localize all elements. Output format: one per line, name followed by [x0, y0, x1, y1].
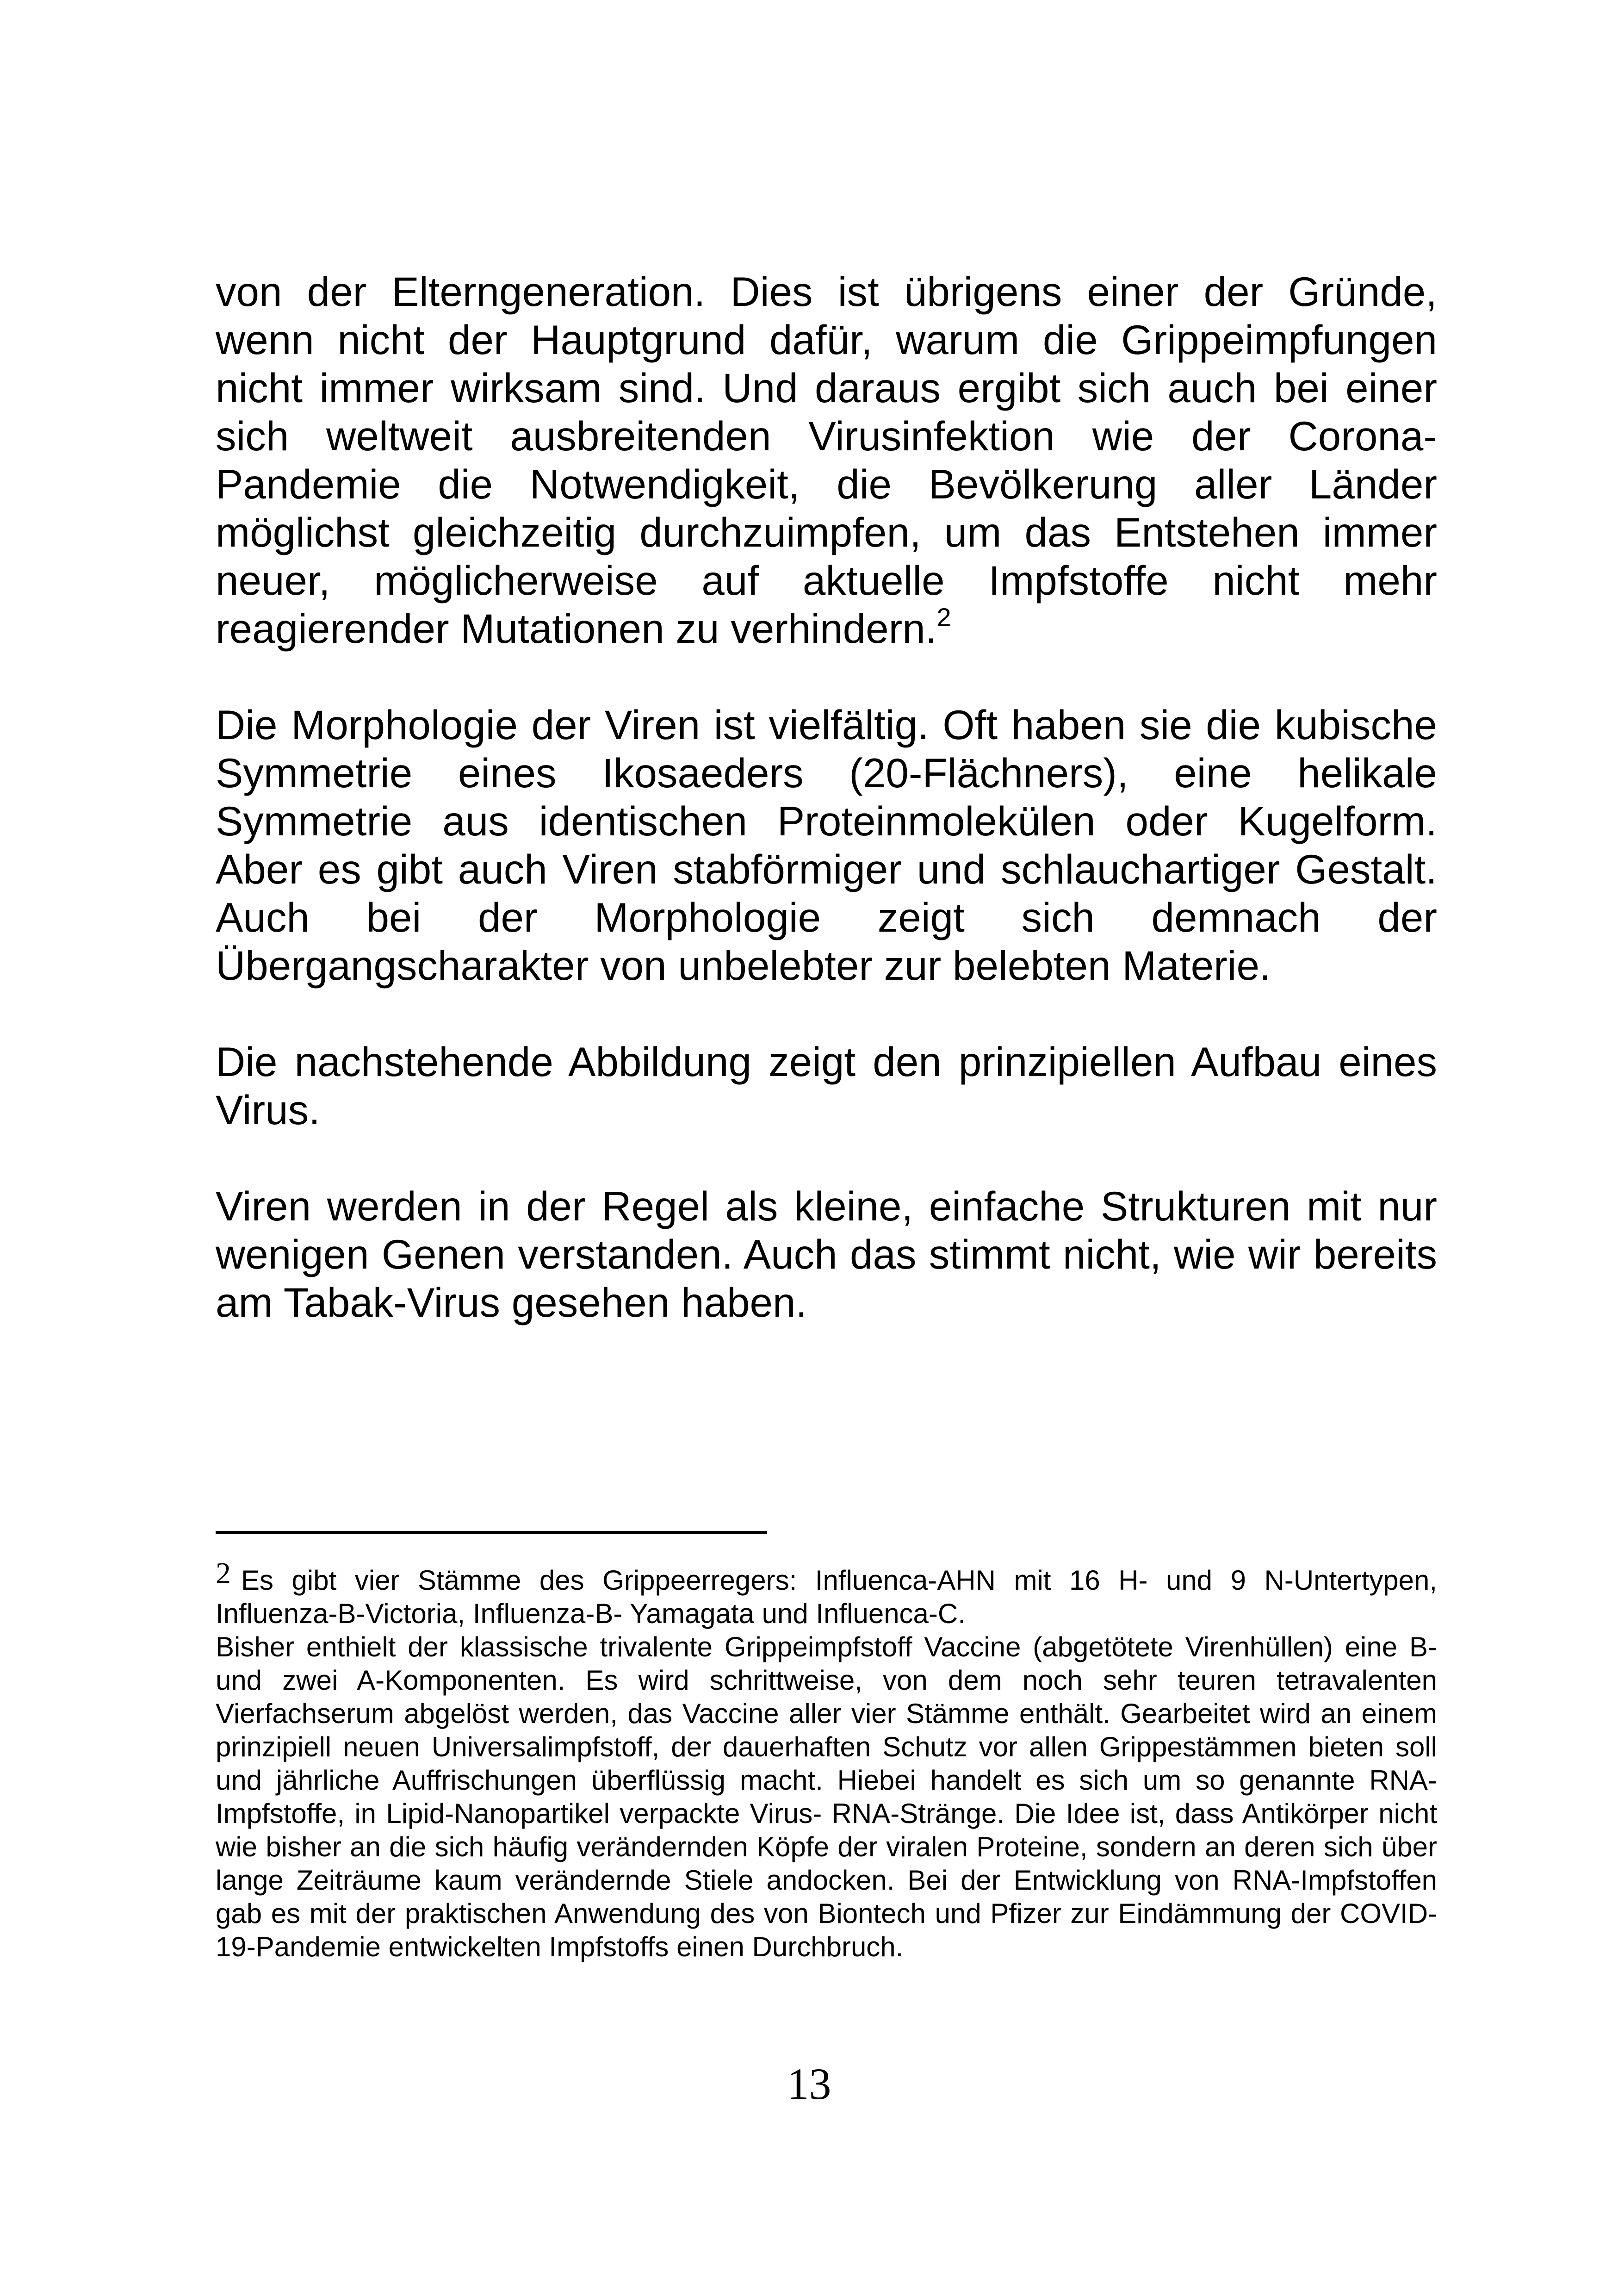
- footnote-text-1: Es gibt vier Stämme des Grippeerregers: Influenca-AHN mit 16 H- und 9 N-Untertypen, Influenza-B-Victoria, Influenza-B- Yamagata und Influenca-C.: [216, 1565, 1437, 1629]
- footnote-line-1: [216, 1556, 1437, 1630]
- footnote-separator: [216, 1531, 767, 1534]
- body-text: [216, 268, 1437, 1326]
- paragraph-1-text: von der Elterngeneration. Dies ist übrigens einer der Gründe, wenn nicht der Hauptgrund dafür, warum die Grippeimpfungen nicht immer wirksam sind. Und daraus ergibt sich auch bei einer sich weltweit ausbreitenden Virusinfektion wie der Corona-Pandemie die Notwendigkeit, die Bevölkerung aller Länder möglichst gleichzeitig durchzuimpfen, um das Entstehen immer neuer, möglicherweise auf aktuelle Impfstoffe nicht mehr reagierender Mutationen zu verhindern.: [216, 268, 1437, 652]
- footnote-line-2: Bisher enthielt der klassische trivalente Grippeimpfstoff Vaccine (abgetötete Virenhüllen) eine B- und zwei A-Komponenten. Es wird schrittweise, von dem noch sehr teuren tetravalenten Vierfachserum abgelöst werden, das Vaccine aller vier Stämme enthält. Gearbeitet wird an einem prinzipiell neuen Universalimpfstoff, der dauerhaften Schutz vor allen Grippestämmen bieten soll und jährliche Auffrischungen überflüssig macht. Hiebei handelt es sich um so genannte RNA-Impfstoffe, in Lipid-Nanopartikel verpackte Virus- RNA-Stränge. Die Idee ist, dass Antikörper nicht wie bisher an die sich häufig verändernden Köpfe der viralen Proteine, sondern an deren sich über lange Zeiträume kaum verändernde Stiele andocken. Bei der Entwicklung von RNA-Impfstoffen gab es mit der praktischen Anwendung des von Biontech und Pfizer zur Eindämmung der COVID-19-Pandemie entwickelten Impfstoffs einen Durchbruch.: [216, 1631, 1437, 1962]
- page-number: 13: [787, 2059, 831, 2109]
- footnote-section: [216, 1556, 1437, 1964]
- paragraph-3: Die nachstehende Abbildung zeigt den prinzipiellen Aufbau eines Virus.: [216, 1039, 1437, 1133]
- footnote-reference[interactable]: 2: [936, 603, 951, 632]
- paragraph-2: Die Morphologie der Viren ist vielfältig. Oft haben sie die kubische Symmetrie eines Ikosaeders (20-Flächners), eine helikale Symmetrie aus identischen Proteinmolekülen oder Kugelform. Aber es gibt auch Viren stabförmiger und schlauchartiger Gestalt. Auch bei der Morphologie zeigt sich demnach der Übergangscharakter von unbelebter zur belebten Materie.: [216, 702, 1437, 989]
- footnote-number: 2: [216, 1556, 231, 1590]
- paragraph-1: [216, 268, 1437, 653]
- paragraph-4: Viren werden in der Regel als kleine, einfache Strukturen mit nur wenigen Genen verstanden. Auch das stimmt nicht, wie wir bereits am Tabak-Virus gesehen haben.: [216, 1183, 1437, 1325]
